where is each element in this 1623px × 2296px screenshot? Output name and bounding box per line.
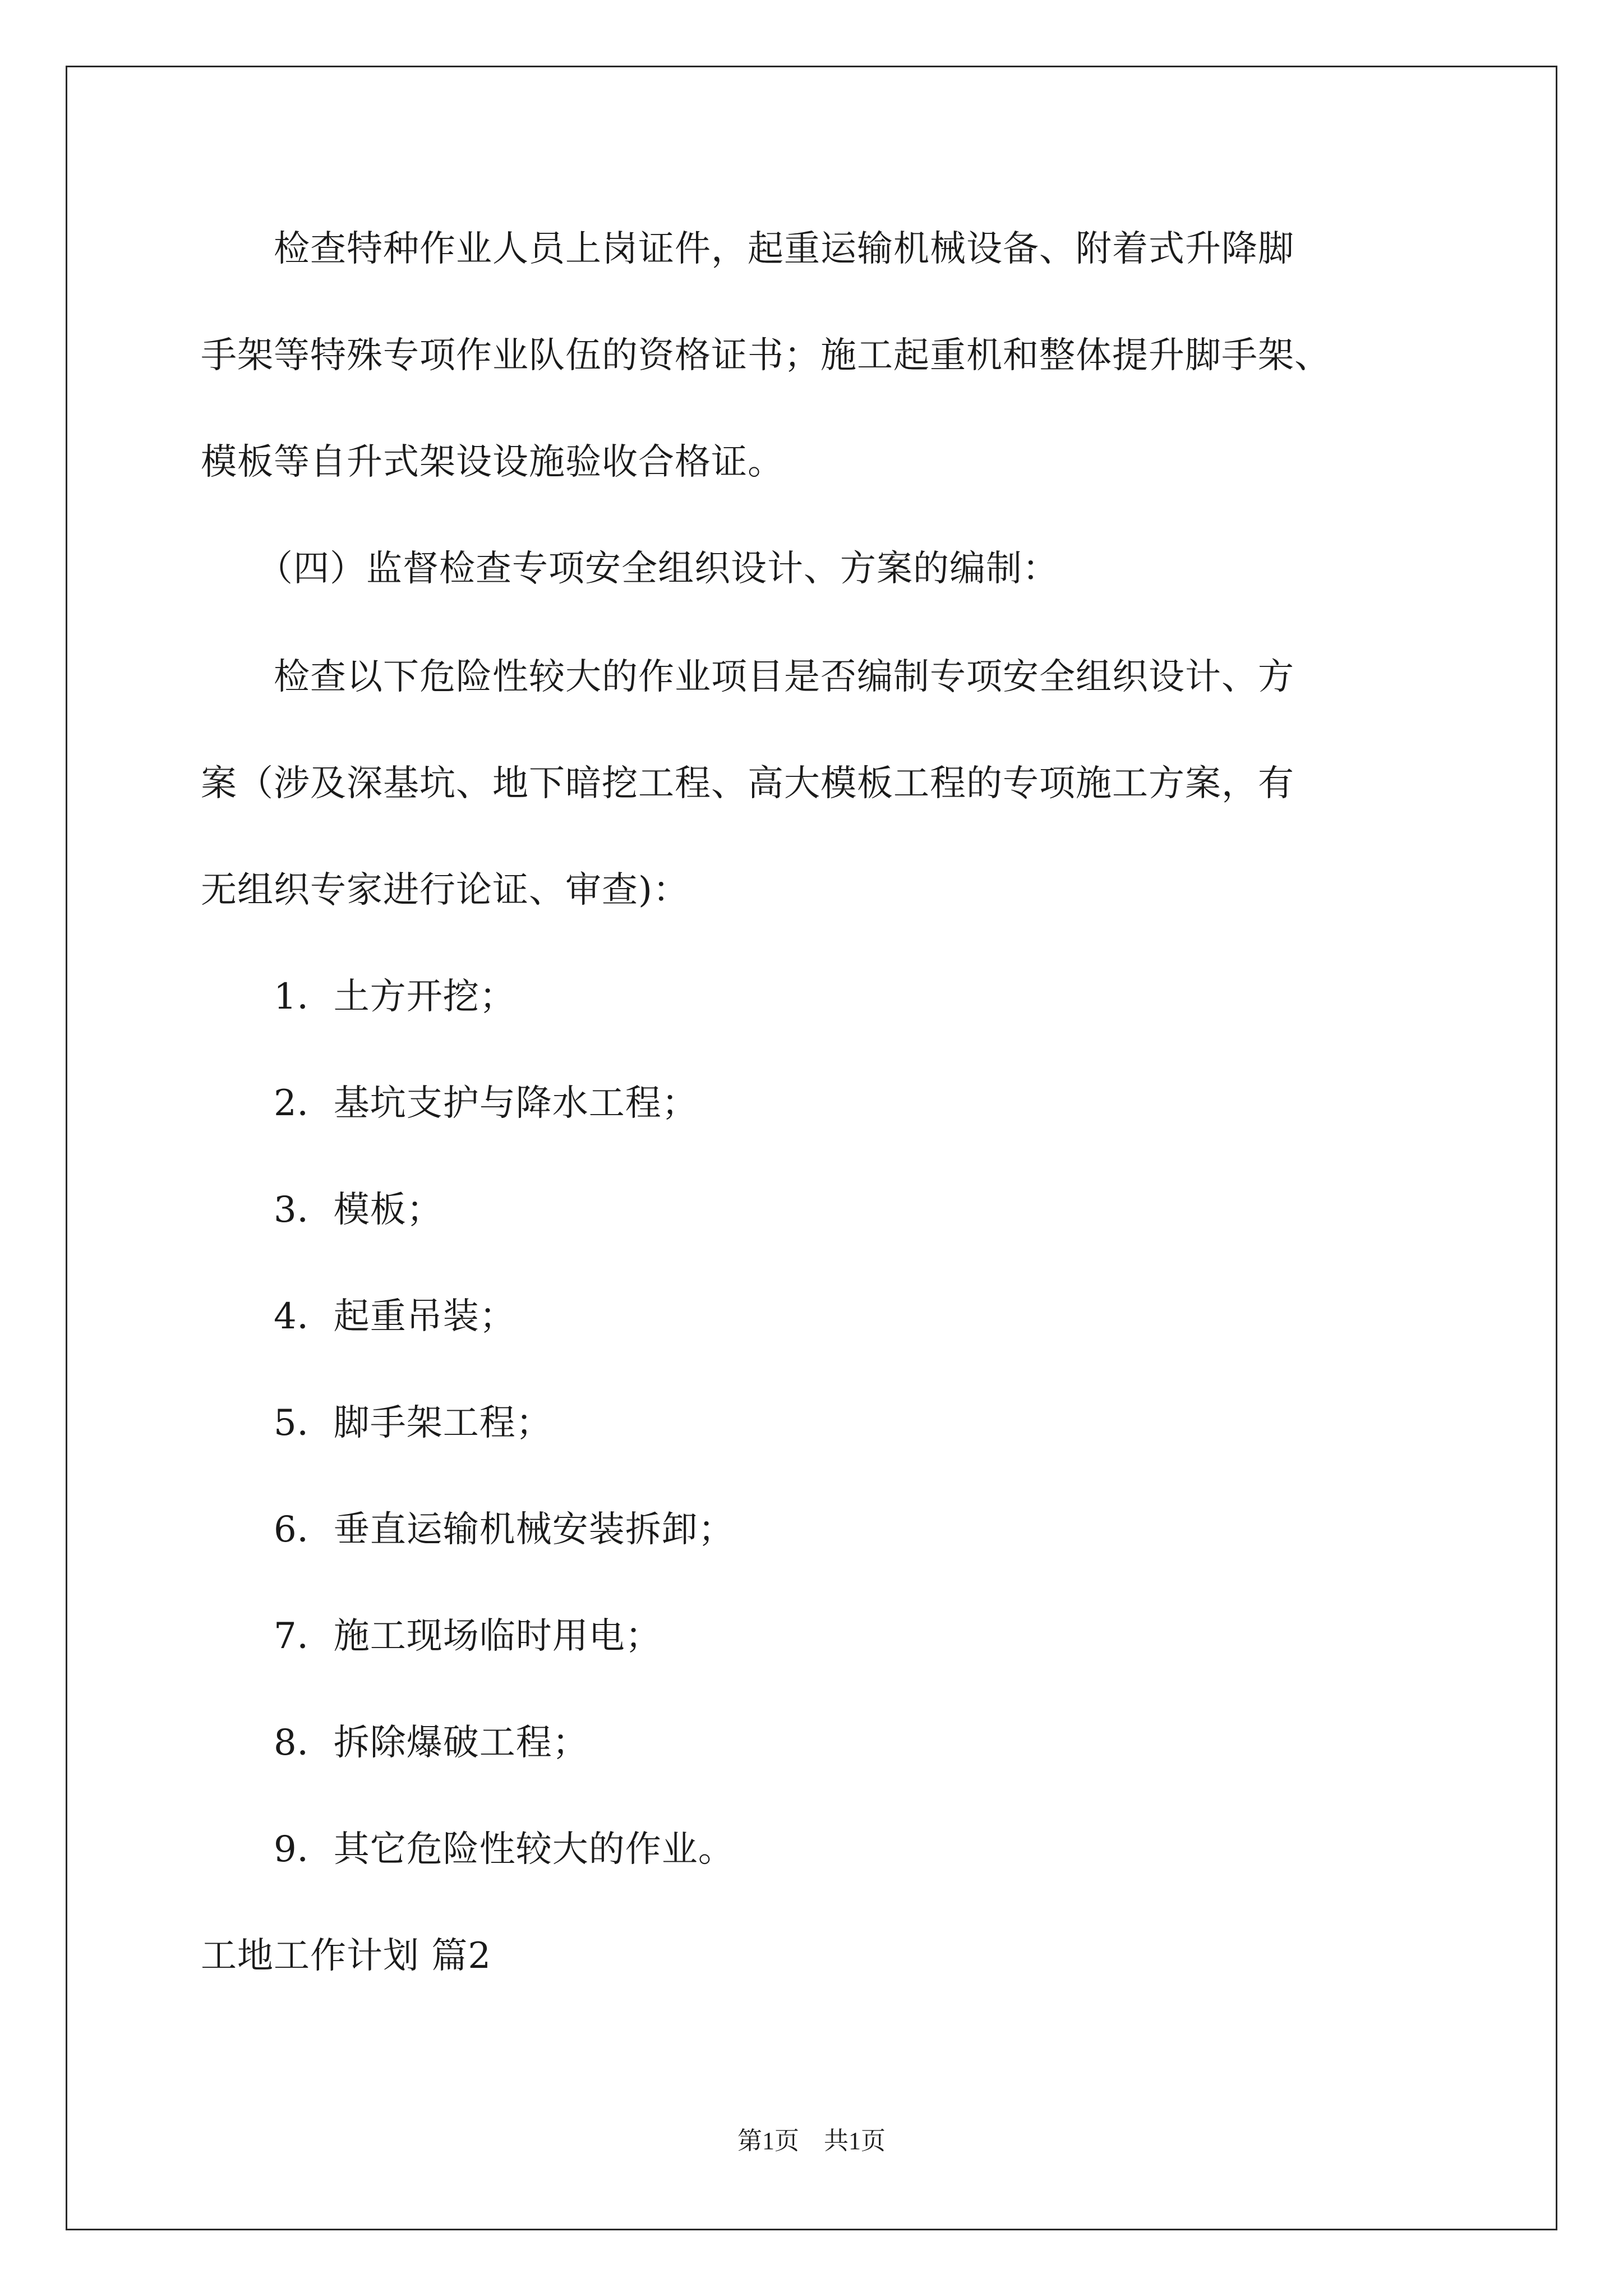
list-item: 8．拆除爆破工程； (274, 1722, 589, 1764)
paragraph-2-line-1: 检查以下危险性较大的作业项目是否编制专项安全组织设计、方 (274, 656, 1294, 698)
list-item: 5．脚手架工程； (274, 1402, 552, 1444)
list-item: 2．基坑支护与降水工程； (274, 1083, 698, 1124)
list-item: 3．模板； (274, 1189, 443, 1231)
paragraph-1-line-2: 手架等特殊专项作业队伍的资格证书；施工起重机和整体提升脚手架、 (201, 335, 1331, 376)
list-item: 7．施工现场临时用电； (274, 1616, 662, 1657)
list-item: 4．起重吊装； (274, 1296, 516, 1337)
list-item: 1．土方开挖； (274, 976, 516, 1018)
list-item: 6．垂直运输机械安装拆卸； (274, 1509, 735, 1550)
page-border (66, 66, 1557, 2230)
paragraph-1-line-1: 检查特种作业人员上岗证件，起重运输机械设备、附着式升降脚 (274, 228, 1294, 270)
next-section-title: 工地工作计划 篇2 (201, 1935, 492, 1977)
paragraph-2-line-2: 案（涉及深基坑、地下暗挖工程、高大模板工程的专项施工方案，有 (201, 763, 1294, 804)
paragraph-2-line-3: 无组织专家进行论证、审查)： (201, 869, 689, 911)
page-number-footer: 第1页 共1页 (737, 2127, 886, 2155)
list-item: 9．其它危险性较大的作业。 (274, 1829, 735, 1870)
section-heading: （四）监督检查专项安全组织设计、方案的编制： (257, 548, 1059, 590)
paragraph-1-line-3: 模板等自升式架设设施验收合格证。 (201, 441, 784, 483)
